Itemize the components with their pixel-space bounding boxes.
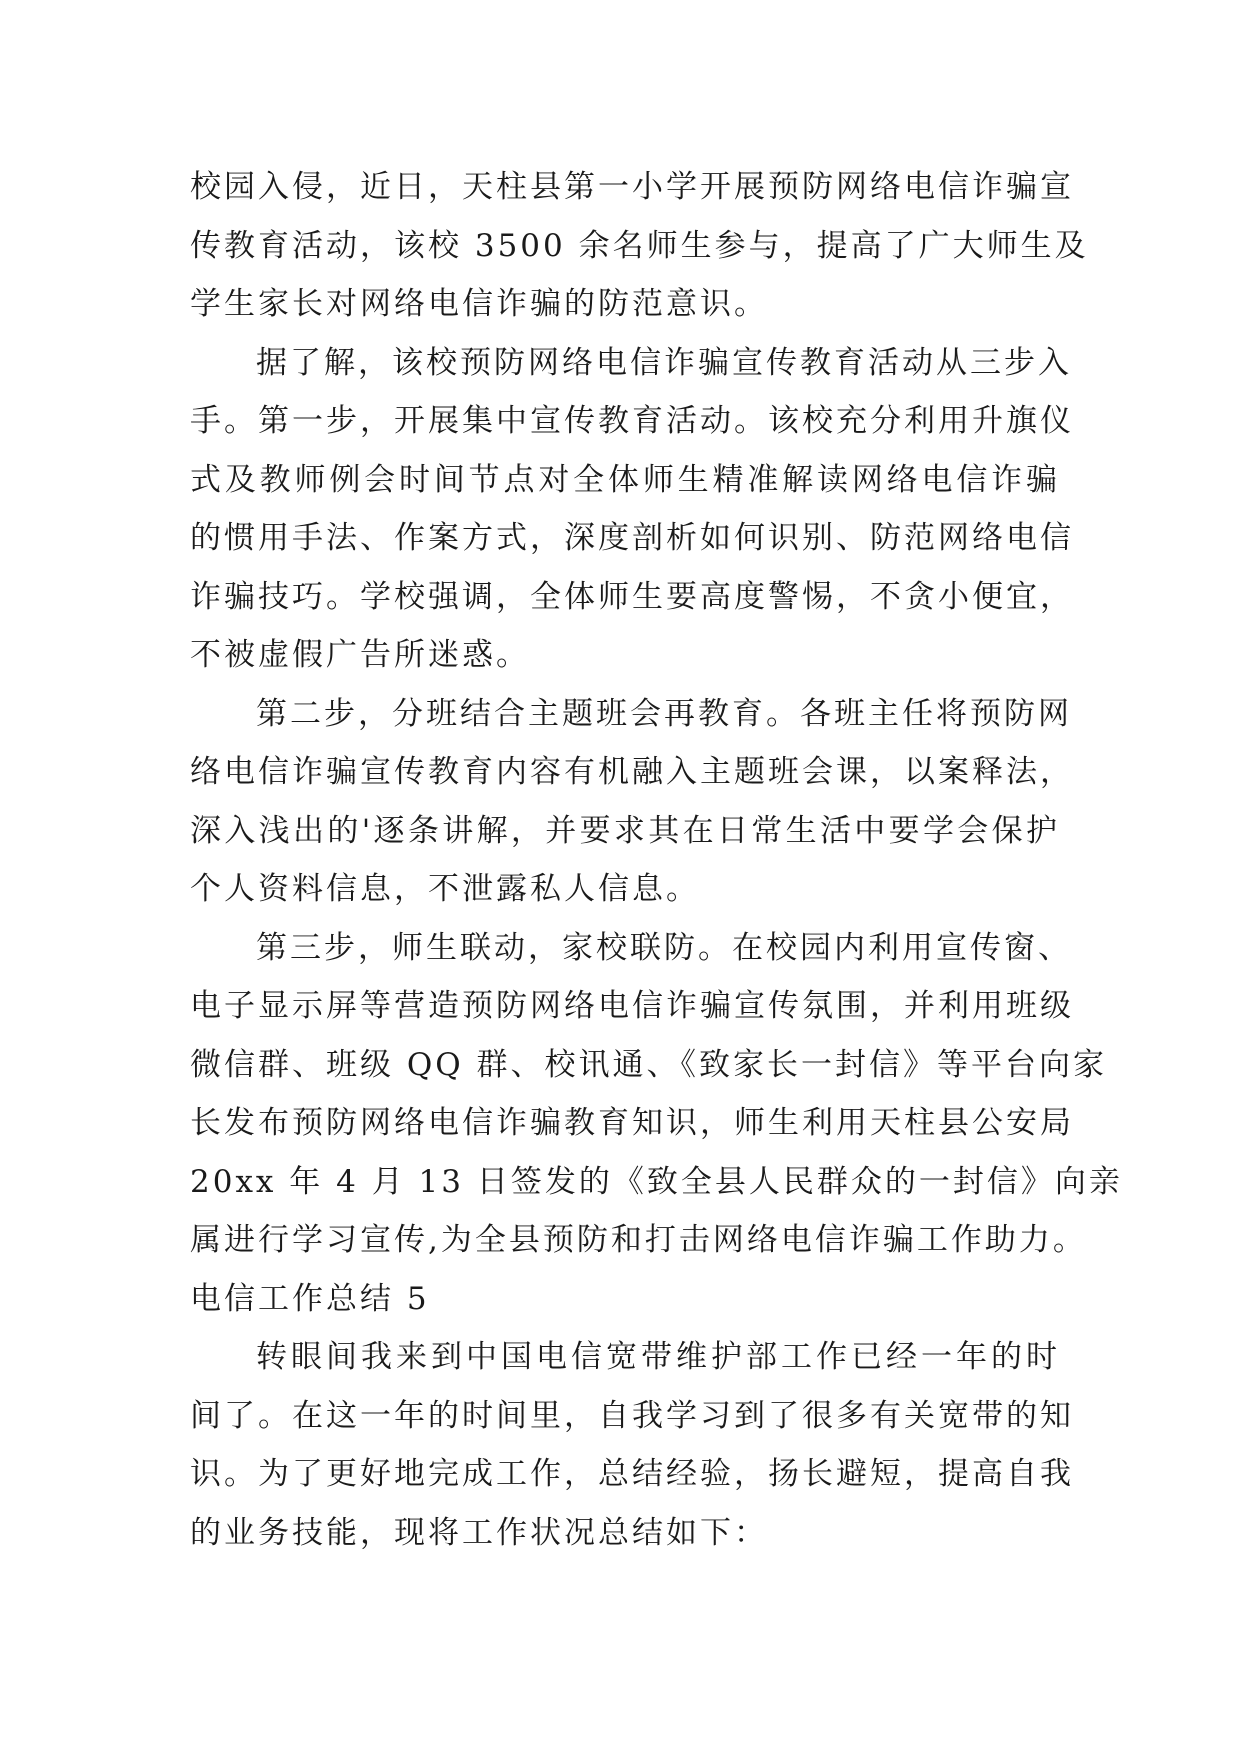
text-line: 个人资料信息，不泄露私人信息。	[190, 871, 700, 907]
text-line: 间了。在这一年的时间里，自我学习到了很多有关宽带的知	[190, 1397, 1074, 1434]
text-line: 转眼间我来到中国电信宽带维护部工作已经一年的时	[256, 1339, 1060, 1375]
text-line: 不被虚假广告所迷惑。	[190, 637, 530, 673]
text-line: 深入浅出的'逐条讲解，并要求其在日常生活中要学会保护	[190, 812, 1060, 849]
para-step-one	[190, 334, 1074, 685]
text-line: 识。为了更好地完成工作，总结经验，扬长避短，提高自我	[190, 1456, 1074, 1492]
text-line: 诈骗技巧。学校强调，全体师生要高度警惕，不贪小便宜，	[190, 578, 1074, 615]
text-line: 传教育活动，该校 3500 余名师生参与，提高了广大师生及	[190, 227, 1089, 264]
section-heading	[190, 1270, 1060, 1329]
para-step-three	[190, 919, 1123, 1270]
text-line: 长发布预防网络电信诈骗教育知识，师生利用天柱县公安局	[190, 1105, 1074, 1141]
text-line: 学生家长对网络电信诈骗的防范意识。	[190, 286, 768, 322]
text-line: 式及教师例会时间节点对全体师生精准解读网络电信诈骗	[190, 461, 1060, 498]
para-summary	[190, 1328, 1074, 1562]
text-line: 校园入侵，近日，天柱县第一小学开展预防网络电信诈骗宣	[190, 169, 1074, 205]
text-line: 第二步，分班结合主题班会再教育。各班主任将预防网	[256, 695, 1072, 732]
text-line: 手。第一步，开展集中宣传教育活动。该校充分利用升旗仪	[190, 403, 1074, 439]
text-line: 20xx 年 4 月 13 日签发的《致全县人民群众的一封信》向亲	[190, 1163, 1123, 1200]
section-title: 电信工作总结 5	[190, 1280, 430, 1317]
text-line: 络电信诈骗宣传教育内容有机融入主题班会课，以案释法，	[190, 754, 1074, 790]
text-line: 第三步，师生联动，家校联防。在校园内利用宣传窗、	[256, 929, 1072, 966]
text-line: 据了解，该校预防网络电信诈骗宣传教育活动从三步入	[256, 344, 1072, 381]
text-line: 属进行学习宣传,为全县预防和打击网络电信诈骗工作助力。	[190, 1222, 1087, 1258]
text-line: 电子显示屏等营造预防网络电信诈骗宣传氛围，并利用班级	[190, 988, 1074, 1024]
text-line: 的惯用手法、作案方式，深度剖析如何识别、防范网络电信	[190, 520, 1074, 556]
para-step-two	[190, 685, 1074, 919]
text-line: 的业务技能，现将工作状况总结如下：	[190, 1514, 768, 1551]
para-intro	[190, 158, 1089, 334]
text-line: 微信群、班级 QQ 群、校讯通、《致家长一封信》等平台向家	[190, 1046, 1108, 1083]
document-page	[190, 158, 1123, 1562]
